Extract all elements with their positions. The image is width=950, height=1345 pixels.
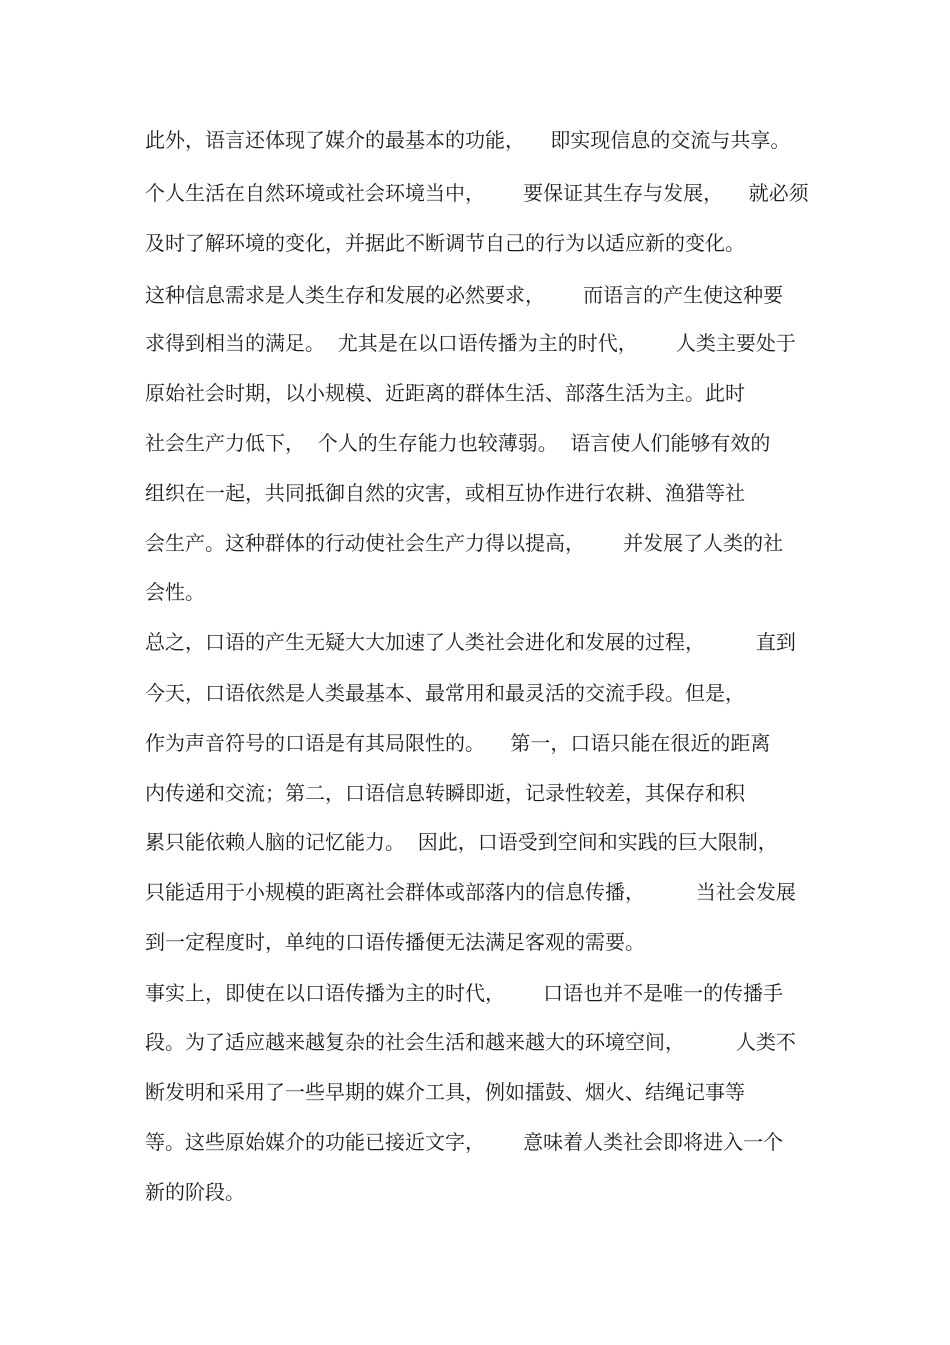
- text-line: 及时了解环境的变化，并据此不断调节自己的行为以适应新的变化。: [145, 231, 745, 255]
- text-line: 会生产。这种群体的行动使社会生产力得以提高， 并发展了人类的社: [145, 531, 784, 555]
- text-line: 个人生活在自然环境或社会环境当中， 要保证其生存与发展， 就必须: [145, 181, 809, 205]
- text-line: 求得到相当的满足。 尤其是在以口语传播为主的时代， 人类主要处于: [145, 331, 796, 355]
- text-line: 只能适用于小规模的距离社会群体或部落内的信息传播， 当社会发展: [145, 880, 796, 904]
- text-line: 累只能依赖人脑的记忆能力。 因此，口语受到空间和实践的巨大限制，: [145, 830, 778, 854]
- text-line: 社会生产力低下， 个人的生存能力也较薄弱。 语言使人们能够有效的: [145, 431, 771, 455]
- text-line: 会性。: [145, 580, 205, 604]
- text-line: 组织在一起，共同抵御自然的灾害，或相互协作进行农耕、渔猎等社: [145, 481, 745, 505]
- text-line: 断发明和采用了一些早期的媒介工具，例如擂鼓、烟火、结绳记事等: [145, 1080, 745, 1104]
- text-line: 事实上，即使在以口语传播为主的时代， 口语也并不是唯一的传播手: [145, 981, 784, 1005]
- text-line: 总之，口语的产生无疑大大加速了人类社会进化和发展的过程， 直到: [145, 630, 796, 654]
- text-line: 此外，语言还体现了媒介的最基本的功能， 即实现信息的交流与共享。: [145, 128, 791, 152]
- text-line: 等。这些原始媒介的功能已接近文字， 意味着人类社会即将进入一个: [145, 1130, 784, 1154]
- text-line: 新的阶段。: [145, 1180, 245, 1204]
- text-line: 原始社会时期，以小规模、近距离的群体生活、部落生活为主。此时: [145, 381, 745, 405]
- text-line: 段。为了适应越来越复杂的社会生活和越来越大的环境空间， 人类不: [145, 1030, 796, 1054]
- text-line: 这种信息需求是人类生存和发展的必然要求， 而语言的产生使这种要: [145, 283, 784, 307]
- text-line: 到一定程度时，单纯的口语传播便无法满足客观的需要。: [145, 930, 645, 954]
- text-line: 今天，口语依然是人类最基本、最常用和最灵活的交流手段。但是，: [145, 681, 745, 705]
- text-line: 作为声音符号的口语是有其局限性的。 第一，口语只能在很近的距离: [145, 731, 771, 755]
- text-line: 内传递和交流；第二，口语信息转瞬即逝，记录性较差，其保存和积: [145, 781, 745, 805]
